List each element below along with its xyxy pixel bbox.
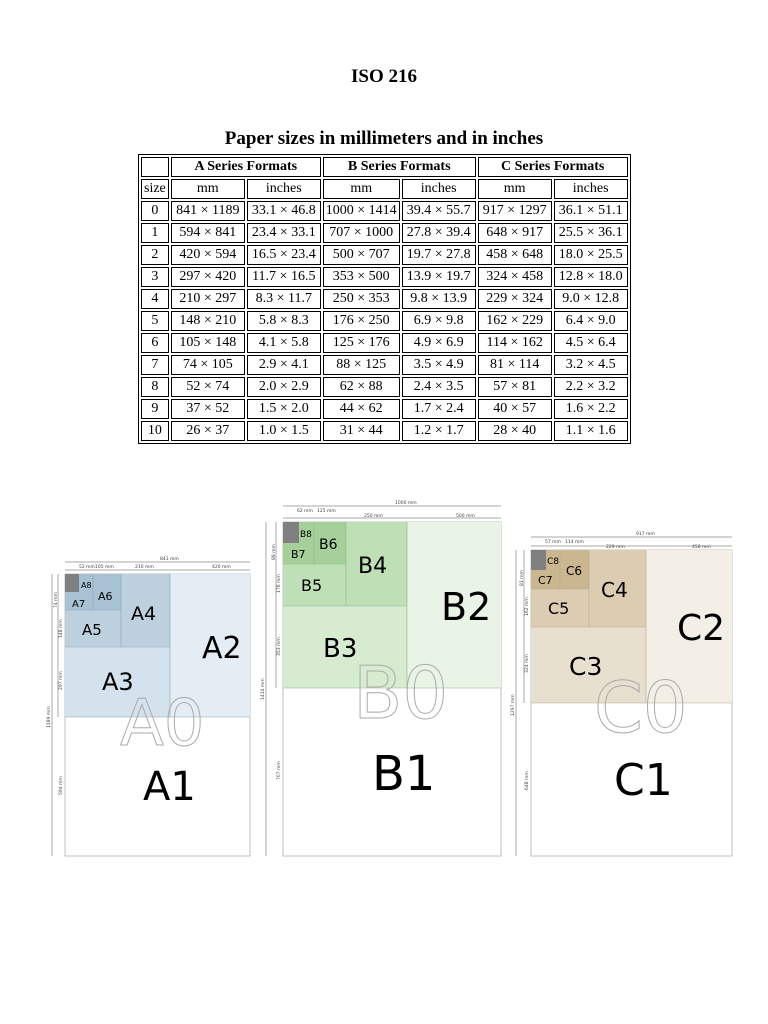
dimension-cell: 1.2 × 1.7	[402, 421, 476, 441]
dimension-cell: 18.0 × 25.5	[554, 245, 628, 265]
dimension-cell: 3.2 × 4.5	[554, 355, 628, 375]
dimension-cell: 324 × 458	[478, 267, 552, 287]
c-tiny-region	[531, 550, 546, 570]
a-series-diagram	[46, 556, 250, 856]
b-dim-v3: 353 mm	[277, 637, 282, 656]
c-dim-v3: 324 mm	[525, 654, 530, 673]
dimension-cell: 1.1 × 1.6	[554, 421, 628, 441]
paper-size-diagrams	[0, 490, 768, 870]
size-cell: 5	[141, 311, 169, 331]
dimension-cell: 125 × 176	[323, 333, 400, 353]
a6-label: A6	[98, 590, 113, 603]
c-dim-seg4: 458 mm	[692, 545, 711, 550]
dimension-cell: 27.8 × 39.4	[402, 223, 476, 243]
b0-label: B0	[353, 651, 449, 735]
c2-label: C2	[677, 608, 726, 649]
a-dim-seg1: 52 mm	[79, 565, 95, 570]
b-dim-seg3: 250 mm	[364, 514, 383, 519]
table-row	[141, 377, 628, 397]
a2-label: A2	[202, 631, 242, 666]
unit-header: mm	[323, 179, 400, 199]
a-dim-v3: 297 mm	[59, 671, 64, 690]
dimension-cell: 1000 × 1414	[323, 201, 400, 221]
dimension-cell: 917 × 1297	[478, 201, 552, 221]
c-dim-v2: 162 mm	[525, 597, 530, 616]
dimension-cell: 210 × 297	[171, 289, 245, 309]
b5-label: B5	[301, 576, 323, 595]
b4-label: B4	[358, 554, 388, 579]
size-cell: 0	[141, 201, 169, 221]
dimension-cell: 353 × 500	[323, 267, 400, 287]
dimension-cell: 11.7 × 16.5	[247, 267, 321, 287]
b-tiny-region	[283, 522, 299, 543]
size-cell: 4	[141, 289, 169, 309]
a-dim-seg3: 210 mm	[135, 565, 154, 570]
dimension-cell: 229 × 324	[478, 289, 552, 309]
dimension-cell: 36.1 × 51.1	[554, 201, 628, 221]
table-row	[141, 311, 628, 331]
table-row	[141, 289, 628, 309]
dimension-cell: 4.1 × 5.8	[247, 333, 321, 353]
dimension-cell: 12.8 × 18.0	[554, 267, 628, 287]
dimension-cell: 81 × 114	[478, 355, 552, 375]
dimension-cell: 44 × 62	[323, 399, 400, 419]
dimension-cell: 114 × 162	[478, 333, 552, 353]
c-series-diagram	[510, 531, 732, 856]
table-title: Paper sizes in millimeters and in inches	[224, 128, 544, 149]
a-dim-v1: 74 mm	[54, 592, 59, 608]
b8-label: B8	[300, 530, 312, 540]
c-dim-vall: 1297 mm	[511, 694, 516, 716]
dimension-cell: 4.5 × 6.4	[554, 333, 628, 353]
table-row	[141, 267, 628, 287]
dimension-cell: 74 × 105	[171, 355, 245, 375]
dimension-cell: 40 × 57	[478, 399, 552, 419]
b-series-diagram	[260, 500, 501, 856]
table-row	[141, 399, 628, 419]
a-dim-v4: 594 mm	[59, 776, 64, 795]
b-dim-seg4: 500 mm	[456, 514, 475, 519]
dimension-cell: 458 × 648	[478, 245, 552, 265]
b-dim-seg2: 125 mm	[317, 509, 336, 514]
dimension-cell: 2.2 × 3.2	[554, 377, 628, 397]
dimension-cell: 648 × 917	[478, 223, 552, 243]
b-dim-v4: 707 mm	[277, 761, 282, 780]
c8-label: C8	[547, 557, 560, 567]
b-series-header: B Series Formats	[323, 157, 476, 177]
dimension-cell: 707 × 1000	[323, 223, 400, 243]
a4-label: A4	[131, 603, 157, 625]
dimension-cell: 2.0 × 2.9	[247, 377, 321, 397]
c-dim-v4: 648 mm	[525, 771, 530, 790]
dimension-cell: 19.7 × 27.8	[402, 245, 476, 265]
unit-header: mm	[171, 179, 245, 199]
b7-label: B7	[291, 548, 306, 561]
b1-label: B1	[372, 746, 436, 802]
a-dim-vall: 1189 mm	[47, 706, 52, 728]
unit-header: inches	[554, 179, 628, 199]
dimension-cell: 23.4 × 33.1	[247, 223, 321, 243]
c4-label: C4	[601, 578, 628, 602]
table-row	[141, 355, 628, 375]
dimension-cell: 594 × 841	[171, 223, 245, 243]
size-cell: 9	[141, 399, 169, 419]
dimension-cell: 88 × 125	[323, 355, 400, 375]
unit-header: inches	[402, 179, 476, 199]
dimension-cell: 52 × 74	[171, 377, 245, 397]
size-header: size	[141, 179, 169, 199]
c-dim-seg2: 114 mm	[565, 540, 584, 545]
table-row	[141, 201, 628, 221]
c0-label: C0	[594, 667, 688, 749]
a-dim-v2: 148 mm	[59, 619, 64, 638]
b2-label: B2	[441, 585, 492, 629]
unit-header-row	[141, 179, 628, 199]
size-cell: 1	[141, 223, 169, 243]
table-body	[141, 201, 628, 441]
a3-label: A3	[102, 668, 134, 696]
a1-label: A1	[143, 764, 196, 810]
b-dim-top: 1000 mm	[395, 501, 417, 506]
b6-label: B6	[319, 537, 338, 553]
dimension-cell: 1.7 × 2.4	[402, 399, 476, 419]
dimension-cell: 33.1 × 46.8	[247, 201, 321, 221]
document-title: ISO 216	[351, 66, 417, 87]
dimension-cell: 105 × 148	[171, 333, 245, 353]
dimension-cell: 2.4 × 3.5	[402, 377, 476, 397]
a7-label: A7	[72, 599, 86, 610]
dimension-cell: 1.6 × 2.2	[554, 399, 628, 419]
dimension-cell: 841 × 1189	[171, 201, 245, 221]
a-dim-seg2: 105 mm	[95, 565, 114, 570]
dimension-cell: 62 × 88	[323, 377, 400, 397]
c-dim-top: 917 mm	[636, 532, 655, 537]
dimension-cell: 250 × 353	[323, 289, 400, 309]
c-dim-v1: 81 mm	[520, 570, 525, 586]
dimension-cell: 2.9 × 4.1	[247, 355, 321, 375]
table-row	[141, 245, 628, 265]
dimension-cell: 162 × 229	[478, 311, 552, 331]
paper-sizes-table	[138, 154, 631, 444]
dimension-cell: 148 × 210	[171, 311, 245, 331]
dimension-cell: 420 × 594	[171, 245, 245, 265]
dimension-cell: 297 × 420	[171, 267, 245, 287]
b3-label: B3	[323, 634, 358, 664]
dimension-cell: 5.8 × 8.3	[247, 311, 321, 331]
size-cell: 7	[141, 355, 169, 375]
dimension-cell: 13.9 × 19.7	[402, 267, 476, 287]
b-dim-vall: 1414 mm	[261, 678, 266, 700]
a-series-header: A Series Formats	[171, 157, 321, 177]
a-dim-seg4: 420 mm	[212, 565, 231, 570]
dimension-cell: 31 × 44	[323, 421, 400, 441]
b-dim-seg1: 62 mm	[297, 509, 313, 514]
dimension-cell: 6.4 × 9.0	[554, 311, 628, 331]
dimension-cell: 9.8 × 13.9	[402, 289, 476, 309]
size-cell: 3	[141, 267, 169, 287]
c7-label: C7	[538, 574, 553, 587]
b-dim-v1: 88 mm	[272, 544, 277, 560]
dimension-cell: 26 × 37	[171, 421, 245, 441]
group-header-row	[141, 157, 628, 177]
dimension-cell: 3.5 × 4.9	[402, 355, 476, 375]
size-cell: 2	[141, 245, 169, 265]
unit-header: mm	[478, 179, 552, 199]
table-row	[141, 223, 628, 243]
dimension-cell: 176 × 250	[323, 311, 400, 331]
dimension-cell: 1.5 × 2.0	[247, 399, 321, 419]
dimension-cell: 28 × 40	[478, 421, 552, 441]
a-tiny-region	[65, 574, 79, 592]
size-cell: 6	[141, 333, 169, 353]
empty-corner-cell	[141, 157, 169, 177]
dimension-cell: 57 × 81	[478, 377, 552, 397]
table-row	[141, 421, 628, 441]
dimension-cell: 39.4 × 55.7	[402, 201, 476, 221]
table-row	[141, 333, 628, 353]
c3-label: C3	[569, 652, 603, 681]
dimension-cell: 16.5 × 23.4	[247, 245, 321, 265]
dimension-cell: 1.0 × 1.5	[247, 421, 321, 441]
dimension-cell: 500 × 707	[323, 245, 400, 265]
a5-label: A5	[82, 621, 102, 639]
a8-label: A8	[81, 581, 92, 590]
a-dim-top: 841 mm	[160, 557, 179, 562]
c6-label: C6	[566, 564, 583, 578]
c-dim-seg1: 57 mm	[545, 540, 561, 545]
c-series-header: C Series Formats	[478, 157, 628, 177]
dimension-cell: 9.0 × 12.8	[554, 289, 628, 309]
c-dim-seg3: 229 mm	[606, 545, 625, 550]
dimension-cell: 8.3 × 11.7	[247, 289, 321, 309]
size-cell: 10	[141, 421, 169, 441]
a0-label: A0	[120, 687, 205, 761]
dimension-cell: 37 × 52	[171, 399, 245, 419]
dimension-cell: 6.9 × 9.8	[402, 311, 476, 331]
dimension-cell: 4.9 × 6.9	[402, 333, 476, 353]
c5-label: C5	[548, 599, 570, 618]
c1-label: C1	[614, 755, 673, 806]
unit-header: inches	[247, 179, 321, 199]
size-cell: 8	[141, 377, 169, 397]
b-dim-v2: 176 mm	[277, 574, 282, 593]
dimension-cell: 25.5 × 36.1	[554, 223, 628, 243]
